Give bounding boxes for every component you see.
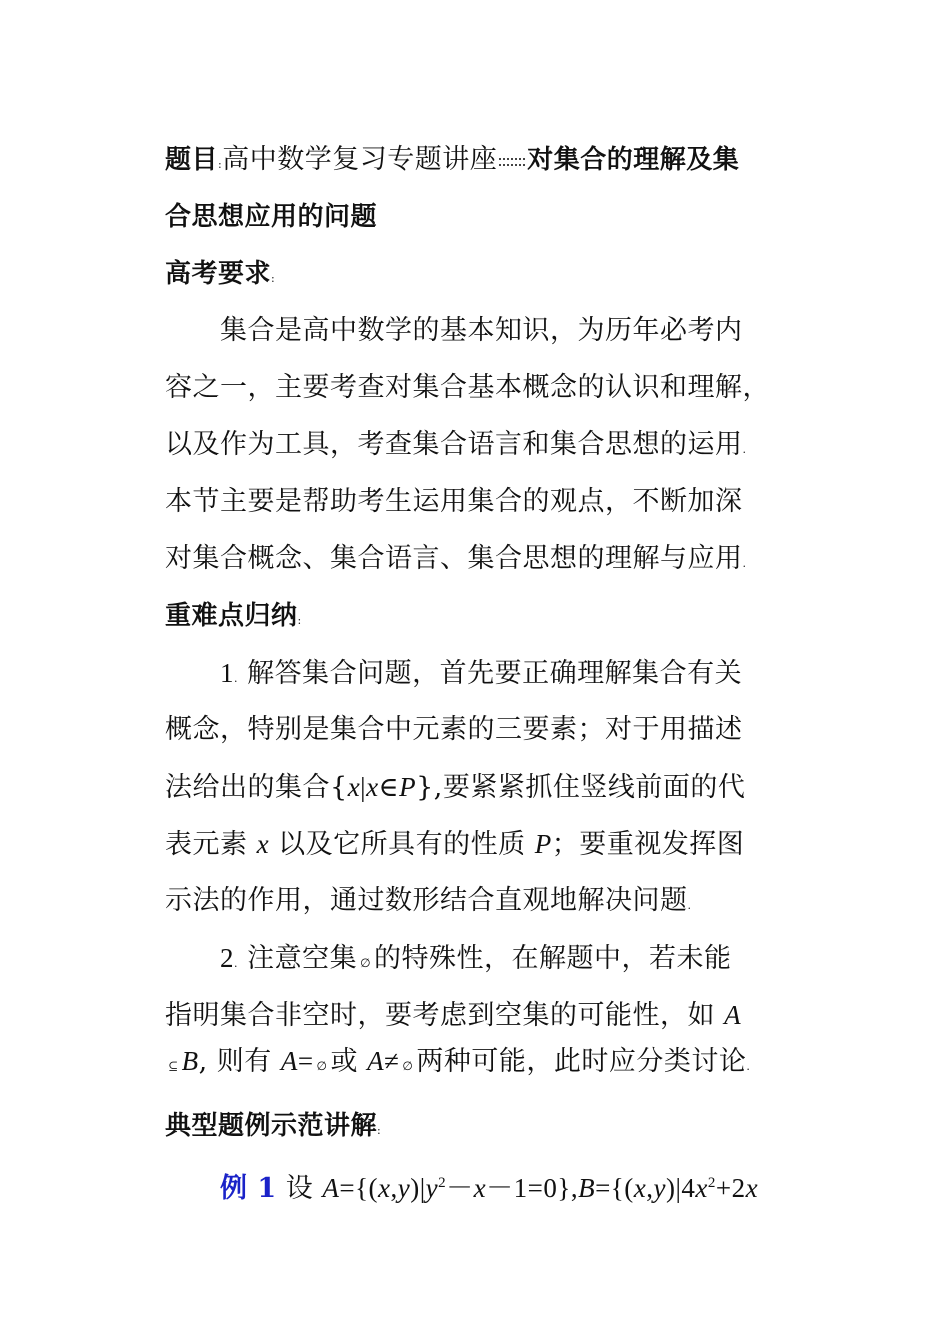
- requirements-heading-text: 高考要求: [165, 259, 272, 289]
- keypoint-1-text-5: 示法的作用，通过数形结合直观地解决问题: [165, 885, 688, 916]
- requirements-colon: :: [271, 272, 276, 285]
- keypoint-1-text-1: 解答集合问题，首先要正确理解集合有关: [247, 658, 743, 689]
- requirements-line-4: 本节主要是帮助考生运用集合的观点，不断加深: [165, 486, 743, 517]
- example-1-text-f: ={(: [595, 1173, 634, 1203]
- var-y: y: [425, 1173, 439, 1203]
- example-1-text-b: ={(: [339, 1173, 379, 1203]
- requirements-line-5: [165, 541, 805, 582]
- title-colon: :: [218, 158, 223, 171]
- keypoint-2-number: 2: [220, 943, 234, 973]
- examples-heading-text: 典型题例示范讲解: [165, 1111, 378, 1141]
- var-y: y: [653, 1173, 666, 1203]
- keypoint-1-line-4: [165, 826, 805, 863]
- superscript-2: 2: [707, 1175, 716, 1191]
- var-x: x: [378, 1173, 391, 1203]
- var-x: x: [366, 772, 379, 802]
- var-p: P: [399, 772, 417, 802]
- var-x: x: [473, 1173, 487, 1203]
- example-1-text-c: )|: [410, 1173, 426, 1203]
- var-b: B: [181, 1046, 199, 1076]
- keypoint-2-dot: .: [234, 957, 238, 970]
- example-1-text-g: )|4: [665, 1173, 696, 1203]
- title-part2: 对集合的理解及集: [527, 145, 740, 175]
- var-a: A: [367, 1046, 385, 1076]
- title-part3: 合思想应用的问题: [165, 202, 378, 232]
- keypoint-1-text-3b: },要紧紧抓住竖线前面的代: [416, 772, 746, 803]
- requirements-line-3-dot: .: [742, 443, 747, 456]
- keypoint-2-text-1b: 的特殊性，在解题中，若未能: [374, 943, 732, 974]
- keypoint-2-text-3a: , 则有: [198, 1046, 281, 1077]
- var-x: x: [256, 829, 270, 859]
- keypoints-colon: :: [297, 614, 302, 627]
- var-a: A: [724, 1000, 742, 1030]
- example-1-label: 例 1: [220, 1173, 277, 1204]
- keypoint-1-text-3a: 法给出的集合{: [165, 772, 348, 803]
- keypoint-1-end-dot: .: [687, 899, 692, 912]
- title-line-2: [165, 199, 805, 235]
- keypoint-1-line-1: [220, 655, 860, 697]
- element-of-symbol: ∈: [378, 772, 400, 802]
- keypoint-1-number: 1: [220, 658, 234, 688]
- keypoint-1-text-4c: ；要重视发挥图: [551, 829, 745, 860]
- superscript-2: 2: [438, 1175, 447, 1191]
- minus-symbol: －: [446, 1173, 474, 1203]
- var-x: x: [745, 1173, 759, 1203]
- var-p: P: [534, 829, 552, 859]
- example-1-line-1: [220, 1165, 860, 1207]
- var-x: x: [347, 772, 361, 802]
- keypoint-2-line-2: [165, 997, 805, 1034]
- keypoint-2-text-3b: 两种可能，此时应分类讨论: [416, 1046, 747, 1077]
- var-a: A: [280, 1046, 298, 1076]
- comma: ,: [390, 1173, 398, 1203]
- keypoint-2-line-1: [220, 940, 860, 982]
- example-1-text-e: －1=0},: [486, 1173, 579, 1203]
- example-1-text-h: +2: [715, 1173, 746, 1203]
- comma: ,: [646, 1173, 654, 1203]
- var-x: x: [633, 1173, 647, 1203]
- title-line-1: [165, 142, 805, 183]
- empty-set-icon: ∅: [316, 1059, 328, 1073]
- requirements-heading: [165, 256, 805, 297]
- keypoint-2-text-1a: 注意空集: [247, 943, 358, 974]
- empty-set-icon: ∅: [360, 956, 372, 970]
- equals-symbol: =: [297, 1046, 314, 1076]
- keypoint-1-text-4a: 表元素: [165, 829, 257, 860]
- requirements-line-3-text: 以及作为工具，考查集合语言和集合思想的运用: [165, 429, 743, 460]
- title-part1: 高中数学复习专题讲座: [222, 144, 498, 175]
- keypoint-1-line-2: 概念，特别是集合中元素的三要素；对于用描述: [165, 714, 743, 745]
- example-1-text-a: 设: [276, 1173, 323, 1204]
- keypoint-1-text-4b: 以及它所具有的性质: [269, 829, 535, 860]
- keypoint-2-line-3: [165, 1043, 805, 1085]
- keypoint-2-text-2a: 指明集合非空时，要考虑到空集的可能性，如: [165, 1000, 725, 1031]
- requirements-line-5-dot: .: [742, 557, 747, 570]
- keypoint-2-text-or: 或: [330, 1046, 368, 1077]
- subset-icon: ⊆: [168, 1059, 179, 1073]
- keypoint-2-end-dot: .: [746, 1060, 751, 1073]
- requirements-line-1: 集合是高中数学的基本知识，为历年必考内: [220, 315, 743, 346]
- requirements-line-2: 容之一，主要考查对集合基本概念的认识和理解，: [165, 372, 770, 403]
- var-a: A: [322, 1173, 340, 1203]
- dash-mark-icon: [499, 158, 525, 166]
- keypoints-heading-text: 重难点归纳: [165, 601, 298, 631]
- not-equal-symbol: ≠: [384, 1046, 400, 1076]
- empty-set-icon: ∅: [402, 1059, 414, 1073]
- title-label: 题目: [165, 145, 219, 175]
- keypoint-1-dot: .: [234, 672, 238, 685]
- examples-colon: :: [377, 1124, 382, 1137]
- var-y: y: [397, 1173, 411, 1203]
- examples-heading: [165, 1108, 805, 1149]
- keypoints-heading: [165, 598, 805, 639]
- requirements-line-5-text: 对集合概念、集合语言、集合思想的理解与应用: [165, 543, 743, 574]
- bar-symbol: |: [360, 772, 367, 802]
- keypoint-1-line-5: [165, 883, 805, 924]
- requirements-line-3: [165, 427, 805, 468]
- var-x: x: [695, 1173, 708, 1203]
- var-b: B: [578, 1173, 596, 1203]
- keypoint-1-line-3: [165, 769, 805, 806]
